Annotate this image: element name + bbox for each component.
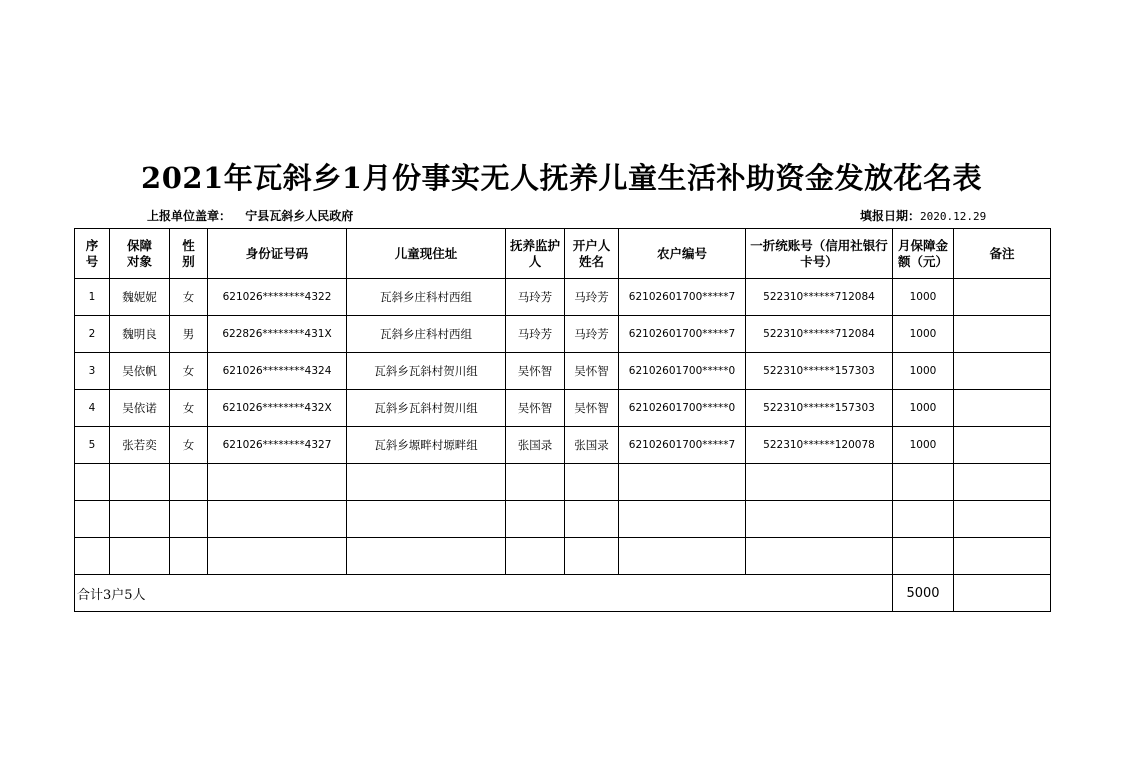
table-row <box>75 316 1051 353</box>
date-label: 填报日期： <box>860 209 921 223</box>
cell-address: 瓦斜乡塬畔村塬畔组 <box>347 427 506 464</box>
cell-holder: 吴怀智 <box>565 390 619 427</box>
unit-value: 宁县瓦斜乡人民政府 <box>245 209 354 223</box>
cell-id: 621026********4327 <box>208 427 347 464</box>
empty-row <box>75 501 1051 538</box>
cell-address: 瓦斜乡瓦斜村贺川组 <box>347 390 506 427</box>
empty-row <box>75 538 1051 575</box>
cell-holder: 马玲芳 <box>565 279 619 316</box>
cell-amount: 1000 <box>893 427 954 464</box>
header-guardian: 抚养监护人 <box>506 229 565 279</box>
roster-table <box>74 228 1051 612</box>
table-row <box>75 390 1051 427</box>
cell-account: 522310******120078 <box>746 427 893 464</box>
total-note <box>954 575 1051 612</box>
cell-amount: 1000 <box>893 279 954 316</box>
cell-amount: 1000 <box>893 353 954 390</box>
cell-name: 张若奕 <box>110 427 170 464</box>
empty-row <box>75 464 1051 501</box>
cell-note <box>954 390 1051 427</box>
cell-note <box>954 316 1051 353</box>
cell-note <box>954 279 1051 316</box>
cell-account: 522310******712084 <box>746 279 893 316</box>
cell-guardian: 张国录 <box>506 427 565 464</box>
header-address: 儿童现住址 <box>347 229 506 279</box>
total-amount: 5000 <box>893 575 954 612</box>
cell-address: 瓦斜乡庄科村西组 <box>347 316 506 353</box>
cell-name: 魏明良 <box>110 316 170 353</box>
cell-id: 621026********4322 <box>208 279 347 316</box>
cell-address: 瓦斜乡庄科村西组 <box>347 279 506 316</box>
cell-gender: 女 <box>170 427 208 464</box>
header-id: 身份证号码 <box>208 229 347 279</box>
cell-address: 瓦斜乡瓦斜村贺川组 <box>347 353 506 390</box>
cell-guardian: 马玲芳 <box>506 316 565 353</box>
cell-id: 621026********432X <box>208 390 347 427</box>
header-gender: 性别 <box>170 229 208 279</box>
unit-label: 上报单位盖章： <box>147 209 232 223</box>
cell-gender: 女 <box>170 390 208 427</box>
cell-name: 吴依帆 <box>110 353 170 390</box>
header-seq: 序号 <box>75 229 110 279</box>
cell-holder: 吴怀智 <box>565 353 619 390</box>
header-target: 保障对象 <box>110 229 170 279</box>
cell-seq: 4 <box>75 390 110 427</box>
cell-id: 622826********431X <box>208 316 347 353</box>
header-holder: 开户人姓名 <box>565 229 619 279</box>
cell-holder: 张国录 <box>565 427 619 464</box>
cell-gender: 男 <box>170 316 208 353</box>
total-row <box>75 575 1051 612</box>
unit-info <box>147 207 353 224</box>
table-row <box>75 353 1051 390</box>
table-row <box>75 427 1051 464</box>
cell-household: 62102601700*****0 <box>619 353 746 390</box>
header-note: 备注 <box>954 229 1051 279</box>
cell-household: 62102601700*****7 <box>619 427 746 464</box>
cell-amount: 1000 <box>893 390 954 427</box>
cell-account: 522310******157303 <box>746 353 893 390</box>
total-label: 合计3户5人 <box>75 575 893 612</box>
header-household: 农户编号 <box>619 229 746 279</box>
cell-guardian: 马玲芳 <box>506 279 565 316</box>
cell-household: 62102601700*****7 <box>619 279 746 316</box>
cell-seq: 5 <box>75 427 110 464</box>
header-account: 一折统账号（信用社银行卡号） <box>746 229 893 279</box>
table-row <box>75 279 1051 316</box>
cell-holder: 马玲芳 <box>565 316 619 353</box>
page-title: 2021年瓦斜乡1月份事实无人抚养儿童生活补助资金发放花名表 <box>141 161 982 195</box>
cell-id: 621026********4324 <box>208 353 347 390</box>
header-amount: 月保障金额（元） <box>893 229 954 279</box>
cell-household: 62102601700*****0 <box>619 390 746 427</box>
cell-seq: 2 <box>75 316 110 353</box>
cell-guardian: 吴怀智 <box>506 353 565 390</box>
cell-account: 522310******712084 <box>746 316 893 353</box>
date-info <box>860 207 986 224</box>
cell-household: 62102601700*****7 <box>619 316 746 353</box>
cell-gender: 女 <box>170 279 208 316</box>
cell-seq: 3 <box>75 353 110 390</box>
cell-amount: 1000 <box>893 316 954 353</box>
cell-gender: 女 <box>170 353 208 390</box>
header-row <box>75 229 1051 279</box>
cell-note <box>954 353 1051 390</box>
cell-seq: 1 <box>75 279 110 316</box>
cell-name: 吴依诺 <box>110 390 170 427</box>
cell-note <box>954 427 1051 464</box>
date-value: 2020.12.29 <box>920 210 987 223</box>
cell-name: 魏妮妮 <box>110 279 170 316</box>
cell-account: 522310******157303 <box>746 390 893 427</box>
cell-guardian: 吴怀智 <box>506 390 565 427</box>
